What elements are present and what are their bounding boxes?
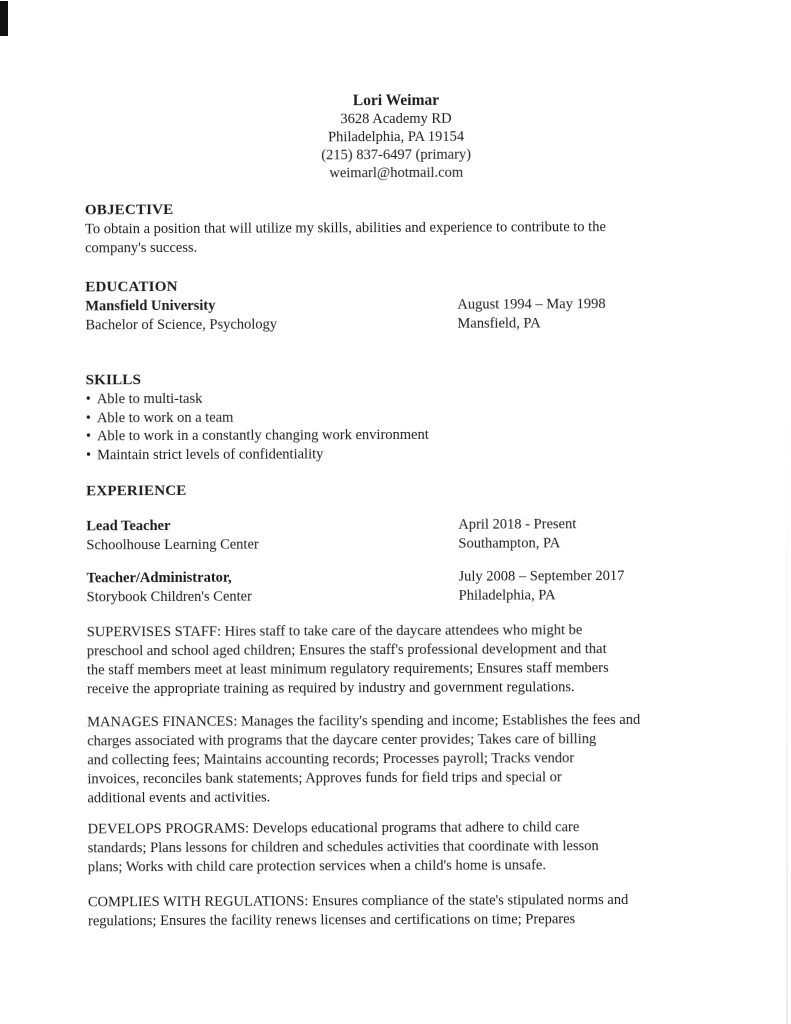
experience-section (86, 480, 735, 932)
duty-line: charges associated with programs that the daycare center provides; Takes care of billing (87, 731, 597, 750)
objective-text-line: To obtain a position that will utilize my skills, abilities and experience to contribute to the (84, 219, 606, 238)
job-entry (86, 515, 733, 556)
job-left-column (86, 516, 458, 556)
degree-name: Bachelor of Science, Psychology (85, 316, 278, 334)
objective-section (85, 199, 732, 259)
duty-paragraph-complies-regulations (88, 891, 708, 932)
skill-text: Able to work in a constantly changing work environment (96, 426, 429, 445)
job-location: Philadelphia, PA (458, 587, 556, 604)
job-company: Schoolhouse Learning Center (86, 536, 259, 554)
duty-line: the staff members meet at least minimum regulatory requirements; Ensures staff members (86, 660, 609, 679)
duty-line: preschool and school aged children; Ensures the staff's professional development and that (86, 641, 607, 660)
duty-paragraph-manages-finances (87, 711, 707, 809)
school-name: Mansfield University (85, 297, 216, 315)
duty-line: MANAGES FINANCES: Manages the facility's spending and income; Establishes the fees and (87, 711, 641, 731)
job-title: Teacher/Administrator, (86, 569, 232, 587)
bullet-icon: • (85, 446, 92, 463)
duty-line: COMPLIES WITH REGULATIONS: Ensures compliance of the state's stipulated norms and (87, 891, 629, 911)
person-name: Lori Weimar (352, 91, 440, 110)
duty-line: receive the appropriate training as required by industry and government regulations. (86, 679, 575, 698)
skill-text: Able to multi-task (96, 390, 203, 408)
education-right-column (457, 295, 732, 334)
job-right-column (458, 515, 733, 554)
skill-item (86, 443, 733, 464)
job-title: Lead Teacher (86, 517, 171, 535)
objective-heading: OBJECTIVE (84, 201, 174, 219)
duty-line: SUPERVISES STAFF: Hires staff to take care of the daycare attendees who might be (86, 622, 583, 641)
contact-header (84, 91, 707, 184)
experience-heading: EXPERIENCE (86, 482, 187, 500)
bullet-icon: • (85, 391, 91, 408)
skill-text: Maintain strict levels of confidentiality (97, 445, 324, 463)
job-dates: April 2018 - Present (458, 516, 577, 533)
job-location: Southampton, PA (458, 535, 561, 552)
bullet-icon: • (85, 428, 92, 445)
job-dates: July 2008 – September 2017 (458, 568, 625, 585)
bullet-icon: • (85, 409, 91, 426)
phone-number: (215) 837-6497 (primary) (321, 146, 472, 164)
duty-line: invoices, reconciles bank statements; Approves funds for field trips and special or (87, 769, 562, 788)
skill-text: Able to work on a team (96, 409, 234, 426)
job-entry (86, 567, 733, 608)
email-address: weimarl@hotmail.com (329, 164, 464, 182)
duty-line: additional events and activities. (87, 789, 271, 807)
duty-line: plans; Works with child care protection services when a child's home is unsafe. (87, 857, 547, 876)
duty-line: regulations; Ensures the facility renews licenses and certifications on time; Prepares (87, 911, 576, 930)
duty-paragraph-supervises-staff (87, 621, 707, 700)
education-location: Mansfield, PA (457, 315, 541, 332)
job-left-column (86, 568, 458, 608)
education-left-column (85, 296, 457, 336)
skills-heading: SKILLS (85, 372, 142, 389)
education-heading: EDUCATION (85, 278, 178, 296)
duty-line: standards; Plans lessons for children and schedules activities that coordinate with lesson (87, 838, 599, 857)
objective-text-line: company's success. (85, 239, 198, 257)
education-section (85, 276, 732, 336)
education-entry (85, 295, 732, 336)
skills-section (86, 369, 733, 465)
address-street: 3628 Academy RD (340, 110, 452, 128)
address-city: Philadelphia, PA 19154 (328, 128, 465, 146)
duty-paragraph-develops-programs (88, 818, 708, 878)
education-dates: August 1994 – May 1998 (457, 296, 606, 313)
job-right-column (458, 567, 733, 606)
skills-list (86, 388, 733, 465)
duty-line: DEVELOPS PROGRAMS: Develops educational programs that adhere to child care (87, 819, 580, 838)
job-company: Storybook Children's Center (86, 588, 252, 606)
duty-line: and collecting fees; Maintains accounting records; Processes payroll; Tracks vendor (87, 750, 575, 769)
